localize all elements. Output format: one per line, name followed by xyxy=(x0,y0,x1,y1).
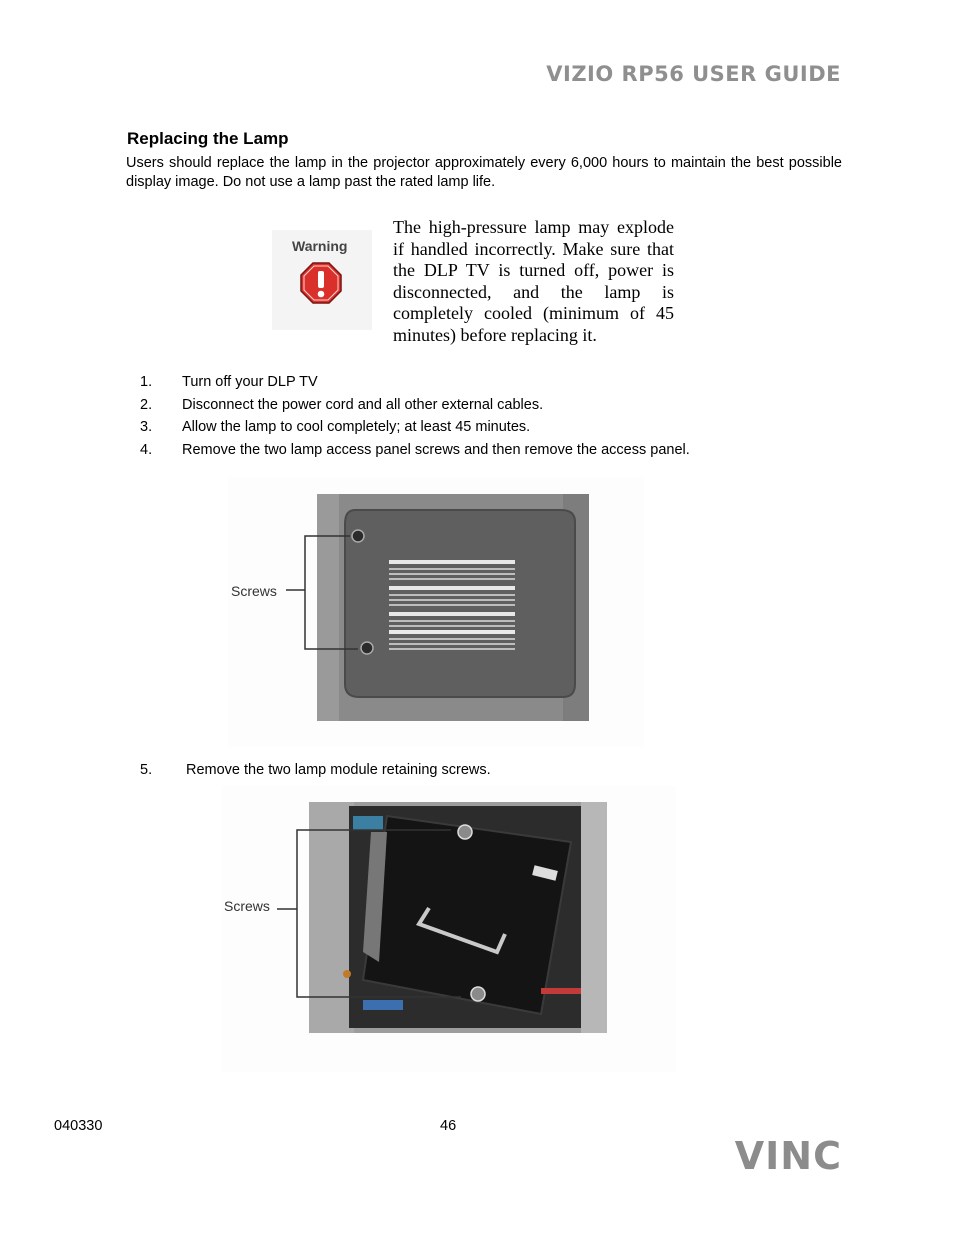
step-text: Disconnect the power cord and all other external cables. xyxy=(182,397,544,413)
page-number: 46 xyxy=(440,1118,457,1134)
warning-label: Warning xyxy=(292,238,348,254)
panel-screws-label: Screws xyxy=(231,583,277,599)
step-number: 1. xyxy=(140,374,153,390)
step-text: Turn off your DLP TV xyxy=(182,374,318,390)
step-number: 5. xyxy=(140,762,153,778)
guide-title: VIZIO RP56 USER GUIDE xyxy=(546,62,841,86)
step-number: 2. xyxy=(140,397,153,413)
vinc-logo: VINC xyxy=(734,1134,842,1178)
section-title: Replacing the Lamp xyxy=(127,129,289,148)
step-number: 4. xyxy=(140,442,153,458)
step-number: 3. xyxy=(140,419,153,435)
warning-stop-icon xyxy=(300,262,342,304)
module-screws-callout-bracket xyxy=(275,828,475,1000)
intro-paragraph: Users should replace the lamp in the projector approximately every 6,000 hours to maintain the best possible display image. Do not use a lamp past the rated lamp life. xyxy=(126,155,842,190)
step-text: Remove the two lamp module retaining screws. xyxy=(186,762,491,778)
module-screws-label: Screws xyxy=(224,898,270,914)
step-text: Allow the lamp to cool completely; at least 45 minutes. xyxy=(182,419,531,435)
document-code: 040330 xyxy=(54,1118,103,1134)
warning-text: The high-pressure lamp may explode if handled incorrectly. Make sure that the DLP TV is turned off, power is disconnected, and the lamp is completely cooled (minimum of 45 minutes) before replacing it. xyxy=(393,217,674,345)
step-text: Remove the two lamp access panel screws and then remove the access panel. xyxy=(182,442,690,458)
panel-screws-callout-bracket xyxy=(284,534,364,652)
